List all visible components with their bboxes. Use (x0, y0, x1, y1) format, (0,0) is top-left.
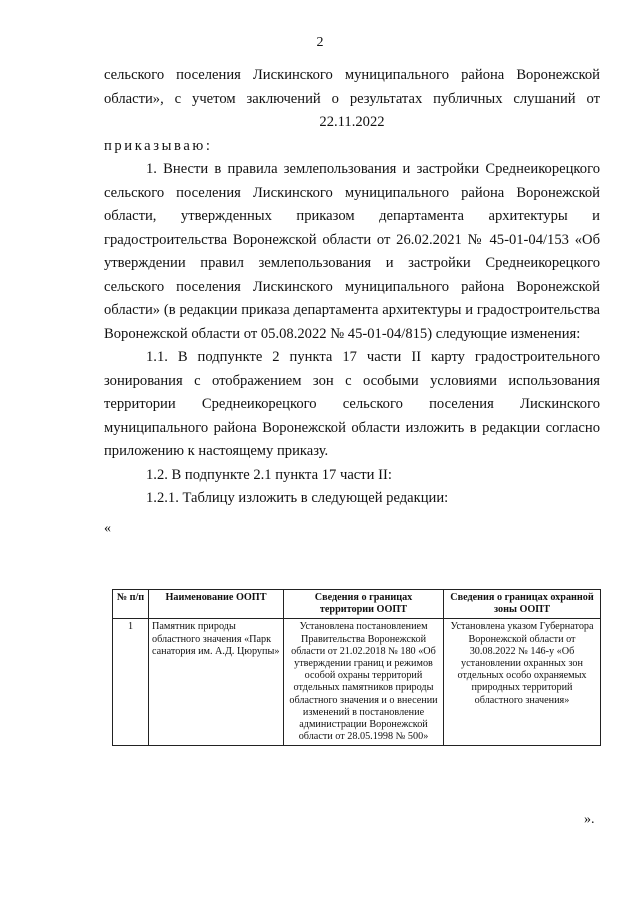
cell-territory: Установлена постановлением Правительства Воронежской области от 21.02.2018 № 180 «Об утверждении границ и режимов особой охраны территорий отдельных памятников природы областного значения и о внесении изменений в постановление администрации Воронежской области от 28.05.1998 № 500» (284, 619, 444, 746)
cell-number: 1 (113, 619, 149, 746)
cell-zone: Установлена указом Губернатора Воронежской области от 30.08.2022 № 146-у «Об установлении охранных зон отдельных особо охраняемых природных территорий областного значения» (444, 619, 601, 746)
paragraph-intro-line-1: сельского поселения Лискинского муниципального района Воронежской (104, 67, 600, 83)
paragraph-intro-line-2: области», с учетом заключений о результатах публичных слушаний от (104, 90, 600, 107)
table-row (113, 619, 601, 746)
close-quote: ». (584, 812, 595, 827)
paragraph-item-1: 1. Внести в правила землепользования и застройки Среднеикорецкого сельского поселения Лискинского муниципального района Воронежской области, утвержденных приказом департамента архитектуры и градостроительства Воронежской области от 26.02.2021 № 45-01-04/153 «Об утверждении правил землепользования и застройки Среднеикорецкого сельского поселения Лискинского муниципального района Воронежской области» (в редакции приказа департамента архитектуры и градостроительства Воронежской области от 05.08.2022 № 45-01-04/815) следующие изменения: (104, 161, 600, 342)
page-number: 2 (316, 35, 324, 50)
paragraph-item-1-1: 1.1. В подпункте 2 пункта 17 части II карту градостроительного зонирования с отображением зон с особыми условиями использования территории Среднеикорецкого сельского поселения Лискинского муниципального района Воронежской области изложить в редакции согласно приложению к настоящему приказу. (104, 349, 600, 459)
paragraph-item-1-2: 1.2. В подпункте 2.1 пункта 17 части II: (146, 466, 392, 483)
header-territory: Сведения о границах территории ООПТ (284, 590, 444, 619)
table-header-row (113, 590, 601, 619)
paragraph-item-1-2-1: 1.2.1. Таблицу изложить в следующей редакции: (146, 490, 449, 506)
paragraph-intro-date: 22.11.2022 (319, 114, 385, 130)
oopt-table (112, 589, 601, 746)
header-zone: Сведения о границах охранной зоны ООПТ (444, 590, 601, 619)
cell-name: Памятник природы областного значения «Парк санатория им. А.Д. Цюрупы» (149, 619, 284, 746)
open-quote: « (104, 520, 111, 536)
header-number: № п/п (113, 590, 149, 619)
order-word: приказываю: (104, 137, 213, 154)
header-name: Наименование ООПТ (149, 590, 284, 619)
document-body (104, 64, 600, 540)
